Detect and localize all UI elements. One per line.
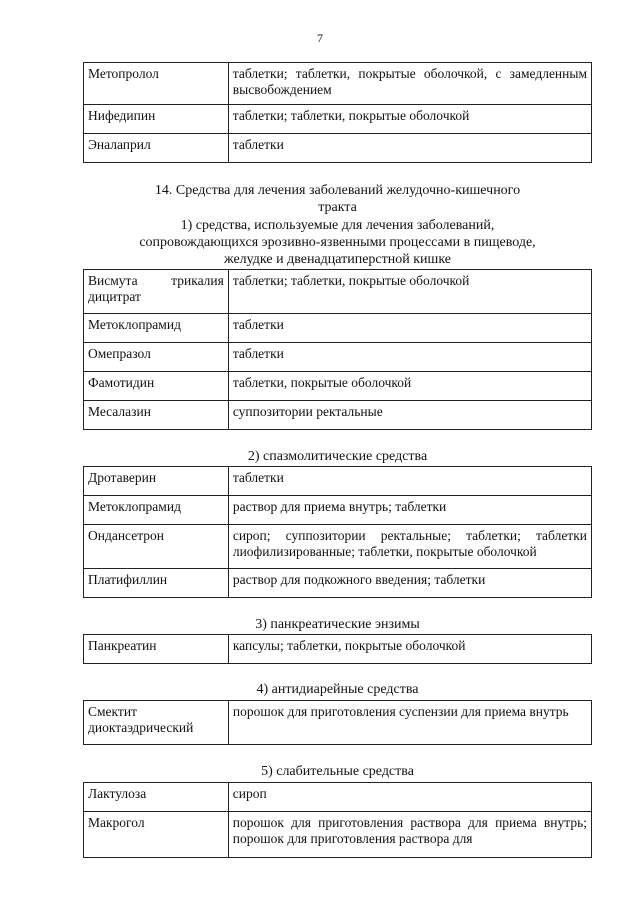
- drug-forms: таблетки; таблетки, покрытые оболочкой: [228, 270, 591, 314]
- drug-forms: сироп: [228, 783, 591, 812]
- drug-table-5: [83, 782, 592, 858]
- section-title-line: 14. Средства для лечения заболеваний желудочно-кишечного: [154, 183, 521, 198]
- drug-name: Ондансетрон: [84, 525, 229, 569]
- drug-name: Макрогол: [84, 812, 229, 858]
- drug-forms: таблетки; таблетки, покрытые оболочкой, с замедленным высвобождением: [228, 63, 591, 105]
- drug-forms: порошок для приготовления раствора для приема внутрь; порошок для приготовления раствора для: [228, 812, 591, 858]
- table-row: [84, 401, 592, 430]
- drug-name: Метоклопрамид: [84, 314, 229, 343]
- table-row: [84, 635, 592, 664]
- top-drug-table: [83, 62, 592, 163]
- subsection-title-line: сопровождающихся эрозивно-язвенными процессами в пищеводе,: [139, 235, 536, 250]
- drug-name: Панкреатин: [84, 635, 229, 664]
- drug-forms: таблетки: [228, 467, 591, 496]
- drug-name: Висмута трикалия дицитрат: [84, 270, 229, 314]
- drug-name: Эналаприл: [84, 134, 229, 163]
- drug-name: Метоклопрамид: [84, 496, 229, 525]
- drug-name: Дротаверин: [84, 467, 229, 496]
- table-row: [84, 134, 592, 163]
- subsection-heading: 4) антидиарейные средства: [256, 682, 419, 697]
- drug-forms: сироп; суппозитории ректальные; таблетки; таблетки лиофилизированные; таблетки, покрытые оболочкой: [228, 525, 591, 569]
- drug-name: Платифиллин: [84, 569, 229, 598]
- table-row: [84, 314, 592, 343]
- drug-forms: таблетки: [228, 314, 591, 343]
- table-row: [84, 569, 592, 598]
- subsection-title-line: 1) средства, используемые для лечения заболеваний,: [180, 218, 495, 233]
- table-row: [84, 701, 592, 745]
- table-row: [84, 812, 592, 858]
- drug-name: Нифедипин: [84, 105, 229, 134]
- drug-name: Метопролол: [84, 63, 229, 105]
- drug-name: Месалазин: [84, 401, 229, 430]
- table-row: [84, 270, 592, 314]
- page-number: 7: [317, 31, 323, 45]
- drug-forms: таблетки: [228, 343, 591, 372]
- subsection-heading: 5) слабительные средства: [261, 764, 414, 779]
- drug-name: Фамотидин: [84, 372, 229, 401]
- table-row: [84, 343, 592, 372]
- drug-table-1: [83, 269, 592, 430]
- table-row: [84, 496, 592, 525]
- subsection-heading: 3) панкреатические энзимы: [255, 617, 420, 632]
- drug-forms: раствор для приема внутрь; таблетки: [228, 496, 591, 525]
- drug-forms: таблетки: [228, 134, 591, 163]
- table-row: [84, 105, 592, 134]
- drug-forms: капсулы; таблетки, покрытые оболочкой: [228, 635, 591, 664]
- drug-table-3: [83, 634, 592, 664]
- table-row: [84, 63, 592, 105]
- drug-forms: таблетки, покрытые оболочкой: [228, 372, 591, 401]
- subsection-title-line: желудке и двенадцатиперстной кишке: [223, 252, 451, 267]
- table-row: [84, 372, 592, 401]
- section-title-line: тракта: [318, 200, 357, 215]
- table-row: [84, 525, 592, 569]
- drug-forms: суппозитории ректальные: [228, 401, 591, 430]
- drug-forms: порошок для приготовления суспензии для приема внутрь: [228, 701, 591, 745]
- table-row: [84, 783, 592, 812]
- section-heading: [83, 182, 592, 216]
- table-row: [84, 467, 592, 496]
- drug-forms: таблетки; таблетки, покрытые оболочкой: [228, 105, 591, 134]
- drug-name: Омепразол: [84, 343, 229, 372]
- drug-forms: раствор для подкожного введения; таблетки: [228, 569, 591, 598]
- subsection-heading: 2) спазмолитические средства: [247, 449, 428, 464]
- drug-name: Лактулоза: [84, 783, 229, 812]
- drug-table-4: [83, 700, 592, 745]
- drug-table-2: [83, 466, 592, 598]
- drug-name: Смектит диоктаэдрический: [84, 701, 229, 745]
- subsection-heading: [83, 217, 592, 268]
